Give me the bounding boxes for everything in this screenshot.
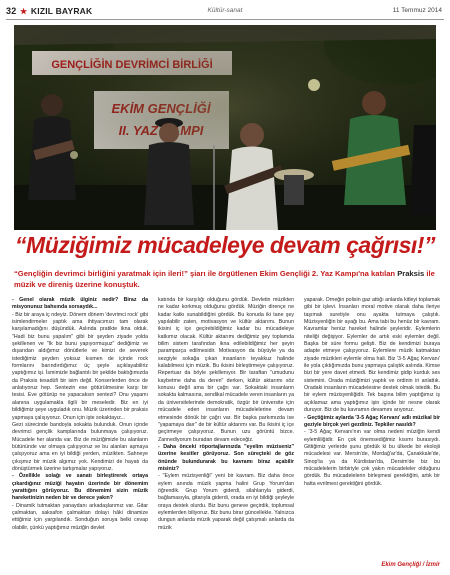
issue-date: 11 Temmuz 2014 <box>392 7 442 14</box>
concert-photo <box>14 25 436 230</box>
interview-answer: katında bir karşılığı olduğunu gördük. Devletin müzikten ne kadar korkmuş olduğunu gördük. Müziğin dirençe ne kadar katkı sunabildiğini gördük. Bu konuda iki tane şey yapılabilir zaten, motivasyon ve kültür aktarımı. Bunun ikisini iç içe geçirebildiğimiz kadar bu mücadeleye katkımız olacak. Kültür aktarımı dediğimiz şey toplamda bilim sistem tarafından ikna edilebildiğimiz her şeyin paramparça edilmesidir. Motivasyon da büyüyle ya da sezgiyle sokağa çıkan insanların teyakkuz halinde kalabilmesi için müzik. Bu ikisini birleştirmeye çalışıyoruz. Repertuar da böyle şekillenıyor. Bir taraftan "umudunu kaybetme daha da deren" derken, kültür aktarımı söz konusu değil ama bir çağrı var. Sokaktaki insanların sokakta kalmasına, sendikal mücadele veren insanların ya da üniversitelerinde demokratik, özgür bir üniversite için mücadele eden insanların mücadelelerine devam etmesinde dönük bir çağrı var. Bir başka parkımızda ise "yapamaya daır" de bir kültür aktarımı var. Bu ikisini iç içe geçirmeye çalışıyoruz. Bunun uzu görüntü bizce. Zannediyorum buradan devam edeceğiz. <box>158 297 294 443</box>
article-body <box>12 297 440 563</box>
publication-name: KIZIL BAYRAK <box>30 6 93 16</box>
interview-answer: - Biz bir araya iç ndeyiz. Dönem dönem 'devrimci rock' gibi isimlendirmeler yaptık ama ihtiyacımızı tam olarak karşılamadığını düşündük. Aslında pratikte ikna olduk. "Hadi biz bunu yapalım" gibi bir şeyden ziyade yolda şekillenen ve "Ik biz bunu yapıyormuşuz" dediğimiz ve dışarıdan aldığımız dönütlerle ve kimizi de severek istediğimiz şeyden yoksuz kısmen de içinde rock formlarını barındırdığımız üç şeyle açıklayabiliriz yaptığımız işi. İsmimizle bağlantılı bir şekilde baktığımızda da Praksis tesadüfi bir isim değil. Konserlerden önce de anlatıyoruz hep. Sentezin ese götürülmesine karşı bir tesisi. Eve götürüp ne yapacaksın sentezi? Onu yaşamı alanına uygulamakla ilgili bir meseledir. Biz en iyi bildiğimiz şeye uyguladık onu. Müzik üzerinden bir praksis yapmaya çalışıyoruz. Onun için işte sokaktayız... <box>12 311 148 421</box>
interview-question: - Geçtiğimiz aylarda '3-5 Ağaç Kervanı' adlı müzikal bir geziyle birçok yeri gezdiniz. Tepkiler nasıldı? <box>304 414 440 428</box>
star-icon: ★ <box>19 7 28 16</box>
interview-question: - Genel olarak müzik ülginiz nedir? Biraz da misyonunuz bahsında sorsaydık... <box>12 297 148 311</box>
interview-answer: - "Eylem müzisyenliği" yeni bir kavram. Biz daha önce eylem anında müzik yapma halini Grup Yorum'dan öğrendik. Grup Yorum giderdi, silahlarıyla giderdi, bağlamasıyla, gitarıyla giderdi, orada en iyi bildiği şeyleyle oraya destek olurdu. Biz bunu geneve geçirdik, toplumsal eylemlerden biliyoruz. Biz bunu birar güncellekle. Yalnızca dungun anlarda müzik yaparak değil çatışmalı anlarda da müzik <box>158 473 294 531</box>
page-header <box>0 0 450 22</box>
interview-question: - Daha önceki röportajlarınızda "eyelim müziseniz" üzerine kesitler görüyoruz. Son süreçteki de göz önünde bulundurarak bu kavramı biraz açabilir misiniz? <box>158 443 294 472</box>
subtitle-tail: ile müzik ve direniş üzerine konuştuk. <box>14 269 435 289</box>
article-subtitle <box>14 268 436 290</box>
header-rule <box>6 19 444 20</box>
article-signature: Ekim Gençliği / İzmir <box>381 562 440 568</box>
subtitle-lead: “Gençliğin devrimci birliğini yaratmak için ileri!” şiarı ile örgütlenen Ekim Gençliği 2. Yaz Kampı'na katılan <box>14 269 396 278</box>
article-headline: “Müziğimiz mücadeleye devam çağrısı!” <box>15 232 435 258</box>
article-column-3 <box>304 297 440 563</box>
interview-answer: - '3-5 Ağaç Kervanı'nın var olma nedeni müziğin kendi eylemliliğidir. En çok önemsediğimiz kısımı burasıydı. Gittiğimiz yerlerde şunu gördük ki bu ülkede bir ekolojii mücadelesi var. Mersin'de, Mordağ'ar'da, Çanakkale'de, Sinop'ta ya da Kürdistan'da, Dersim'de biz bu mücadelelerin birbiriyle çok yakın mücadeleler olduğunu gördük. Bu mücadelelerin birleşmesi gerektiğini, artık bir hatta evrilmesi gerektiğini gördük. <box>304 429 440 487</box>
interview-answer: - Dinamik tutmaktan yanaydanı arkadaşlarımız var. Gitar çalmaktan, saksafon çalmaktan dolayı hâki dinamize ettiğimiz için yargılandık. Sonduğun soruya belki cevap olabilir, çünkü yaptığımız müziğin devlet <box>12 502 148 531</box>
subtitle-band-name: Praksis <box>397 269 425 278</box>
article-column-1 <box>12 297 148 563</box>
page-number: 32 <box>6 6 17 16</box>
article-column-2 <box>158 297 294 563</box>
interview-question: - Özellikle solağı ve sanatı birleştirerek ortaya çıkardığınız müziği hayatın üzerinde bir dönemim yarattığını görüyoruz. Bu dönemimi sizin müzik hareketinizin neden bir ve derece yakın? <box>12 473 148 502</box>
section-name: Kültür-sanat <box>207 7 243 14</box>
interview-answer: Gezi sürecinde bandoyla sokakta bulunduk. Onun içinde devrimci gençlik kamplarında bulunmaya çalışıyoruz. Mücadele her alanda var. Biz de müziğimizle bu alanların bütününde var olmaya çalışıyoruz ve bu alanları aşmaya çalışıyoruz ama en iyi bildiği yerden, müzikten. Sahneye çıkışmız bir müzik algımız yok. Kendimizi de hayatı da dönüştürmek üzerine tartışmalar yapıyoruz. <box>12 421 148 472</box>
interview-answer: yaparak. Örneğin polisin gaz attığı anlarda kitleyi toplamak gibi bir işlevi. İnsanları moral motive olarak daha ileriye taşımak suretiyle onu ayakta tutmaya çalıştık. Müzisyenliğin bir ayağı bu. Ama tabi bu henüz bir kavram. Kavramlar henüz hareket halinde şeyleridir. Eylemlerin niteliği değişiyor. Eylemler de artık eski eylemler değil. Başka bir süre formu gelişti. Biz de kendimizi buraya adapte etmeye çalışıyoruz. Eylemlere müzik katmaktan ziyade müzikleri eylemle olma hali. Biz '3-5 Ağaç Kervanı' ile yola çıktığımızda bunu yapmaya çalıştık aslında. Kimse bizi bir yere davet etmedi. Biz kendimiz gidip kurduk ses sistemini. Orada müziğimizi yaptık ve ordinin iri anlattık. Oradaki insanların mücadelesine destek olmak istedik. Bu bir eylem müzisyenliğidir. Tek başına bilim yaptığımız iş açıklamaz ama yaptığımız işin içinde bir nesne olarak duruyor. Biz de bu kavramın devamını arıyoruz. <box>304 297 440 414</box>
